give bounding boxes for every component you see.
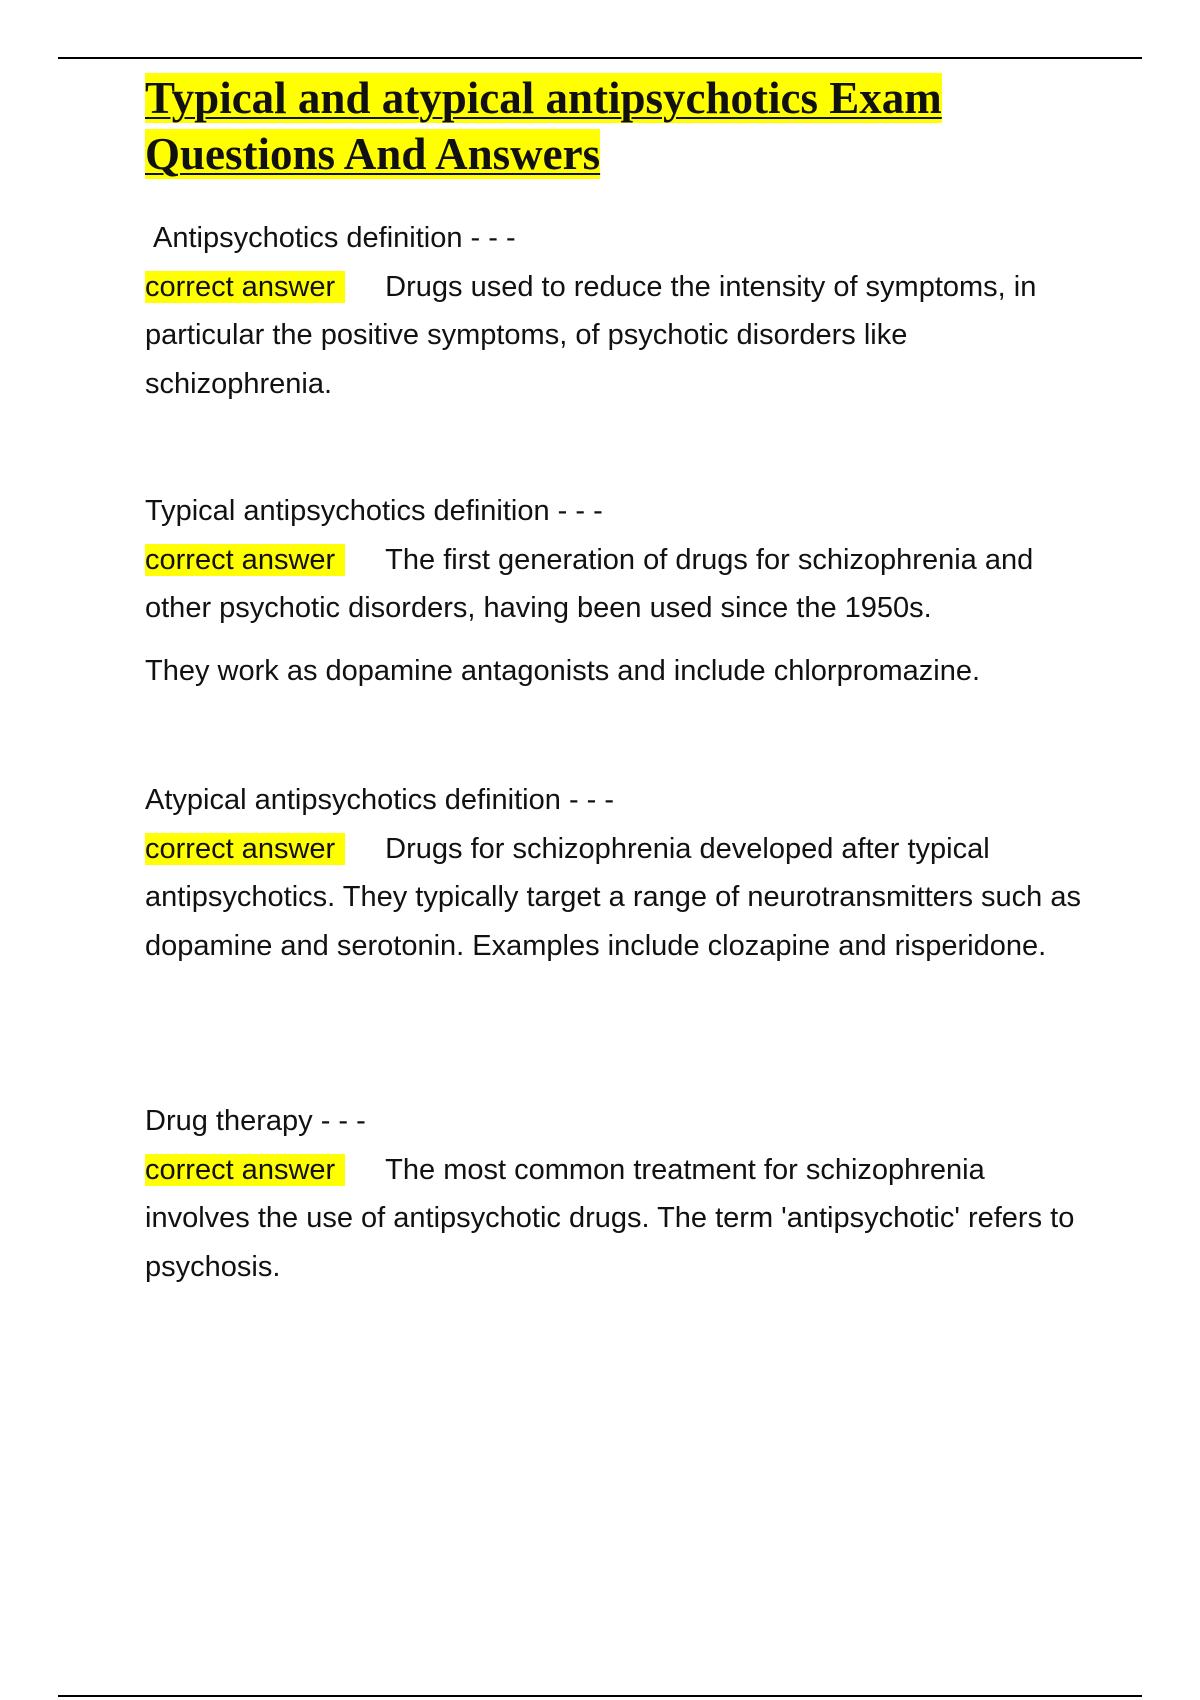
answer-text: Drugs for schizophrenia developed after typical antipsychotics. They typically target a range of neurotransmitters such as dopamine and serotonin. Examples include clozapine and risperidone. [145, 832, 1081, 962]
correct-answer-tag: correct answer [145, 833, 345, 865]
question-text: Atypical antipsychotics definition - - - [145, 784, 615, 816]
question-text: Typical antipsychotics definition - - - [145, 495, 603, 527]
answer-row [145, 825, 1095, 971]
document-body [145, 70, 1095, 1283]
correct-answer-tag: correct answer [145, 544, 345, 576]
bottom-rule [58, 1695, 1142, 1697]
question-text: Antipsychotics definition - - - [153, 222, 516, 254]
qa-item-2 [145, 487, 1095, 695]
qa-item-1 [145, 214, 1095, 408]
qa-item-4 [145, 1097, 1095, 1291]
answer-row [145, 1146, 1095, 1292]
answer-text: The most common treatment for schizophrenia involves the use of antipsychotic drugs. The term 'antipsychotic' refers to psychosis. [145, 1153, 1075, 1283]
answer-text: Drugs used to reduce the intensity of symptoms, in particular the positive symptoms, of psychotic disorders like schizophrenia. [145, 270, 1037, 400]
answer-row [145, 536, 1095, 633]
question-text: Drug therapy - - - [145, 1105, 366, 1137]
document-title [145, 70, 1095, 182]
correct-answer-tag: correct answer [145, 271, 345, 303]
answer-text: The first generation of drugs for schizophrenia and other psychotic disorders, having been used since the 1950s. [145, 543, 1034, 624]
qa-item-3 [145, 776, 1095, 970]
top-rule [58, 57, 1142, 59]
correct-answer-tag: correct answer [145, 1154, 345, 1186]
title-line-2: Questions And Answers [145, 129, 601, 179]
title-line-1: Typical and atypical antipsychotics Exam [145, 73, 942, 123]
answer-row [145, 263, 1095, 409]
answer-extra-text: They work as dopamine antagonists and include chlorpromazine. [145, 654, 981, 687]
